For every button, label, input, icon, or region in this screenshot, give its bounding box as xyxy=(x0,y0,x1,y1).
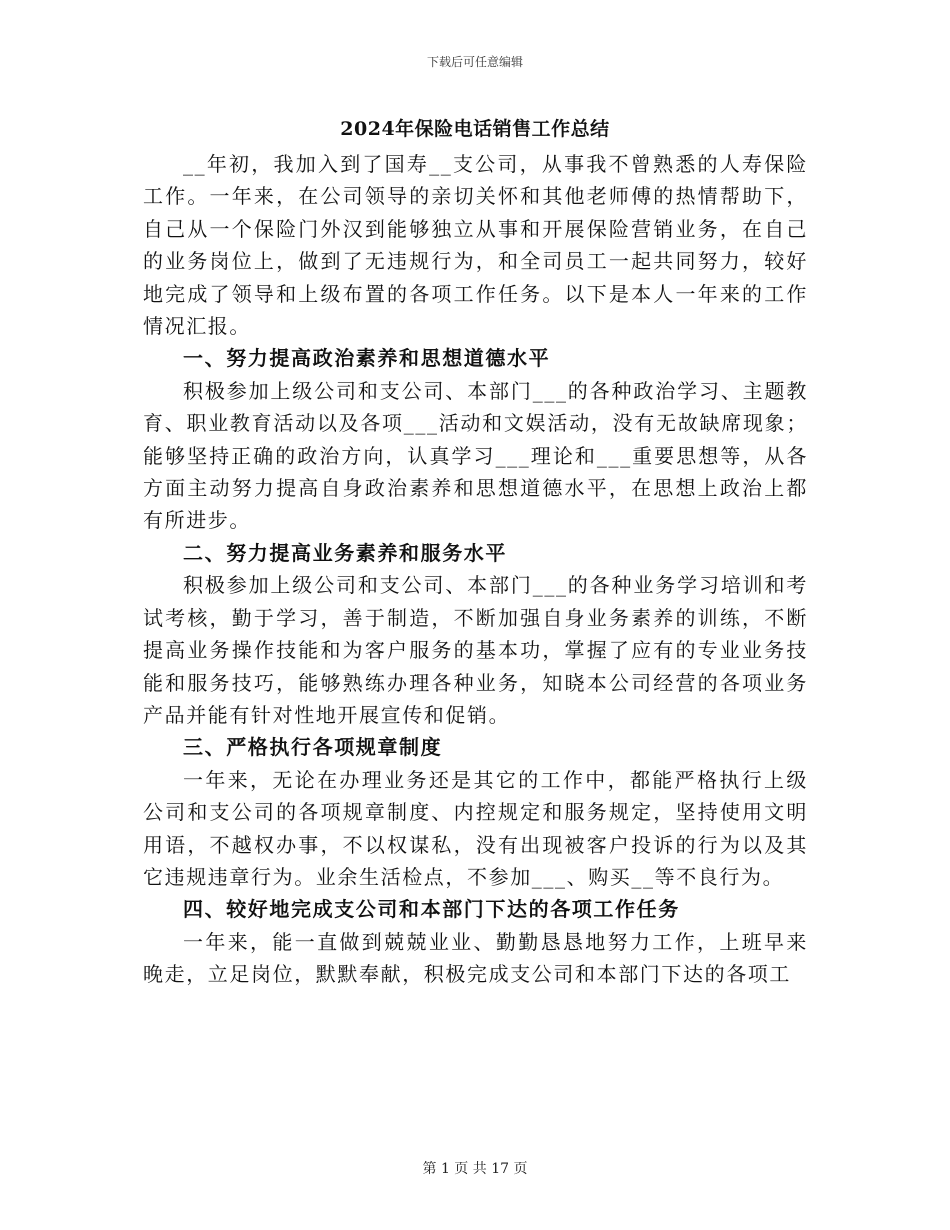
intro-paragraph: __年初，我加入到了国寿__支公司，从事我不曾熟悉的人寿保险工作。一年来，在公司领导的亲切关怀和其他老师傅的热情帮助下，自己从一个保险门外汉到能够独立从事和开展保险营销业务，在自己的业务岗位上，做到了无违规行为，和全司员工一起共同努力，较好地完成了领导和上级布置的各项工作任务。以下是本人一年来的工作情况汇报。 xyxy=(143,152,808,339)
section-paragraph: 积极参加上级公司和支公司、本部门___的各种政治学习、主题教育、职业教育活动以及各项___活动和文娱活动，没有无故缺席现象；能够坚持正确的政治方向，认真学习___理论和___重要思想等，从各方面主动努力提高自身政治素养和思想道德水平，在思想上政治上都有所进步。 xyxy=(143,378,808,533)
section-heading: 三、严格执行各项规章制度 xyxy=(183,735,443,760)
section-paragraph: 积极参加上级公司和支公司、本部门___的各种业务学习培训和考试考核，勤于学习，善于制造，不断加强自身业务素养的训练，不断提高业务操作技能和为客户服务的基本功，掌握了应有的专业业务技能和服务技巧，能够熟练办理各种业务，知晓本公司经营的各项业务产品并能有针对性地开展宣传和促销。 xyxy=(143,573,808,727)
section-heading: 四、较好地完成支公司和本部门下达的各项工作任务 xyxy=(183,897,680,922)
section-heading: 二、努力提高业务素养和服务水平 xyxy=(183,540,507,565)
section-heading: 一、努力提高政治素养和思想道德水平 xyxy=(183,346,551,371)
header-note: 下载后可任意编辑 xyxy=(426,55,523,69)
page-number: 第 1 页 共 17 页 xyxy=(422,1161,528,1177)
document-title: 2024年保险电话销售工作总结 xyxy=(340,118,610,140)
document-body xyxy=(143,148,808,991)
section-paragraph: 一年来，无论在办理业务还是其它的工作中，都能严格执行上级公司和支公司的各项规章制度、内控规定和服务规定，坚持使用文明用语，不越权办事，不以权谋私，没有出现被客户投诉的行为以及其它违规违章行为。业余生活检点，不参加___、购买__等不良行为。 xyxy=(143,767,808,889)
section-paragraph: 一年来，能一直做到兢兢业业、勤勤恳恳地努力工作，上班早来晚走，立足岗位，默默奉献，积极完成支公司和本部门下达的各项工 xyxy=(143,929,808,987)
